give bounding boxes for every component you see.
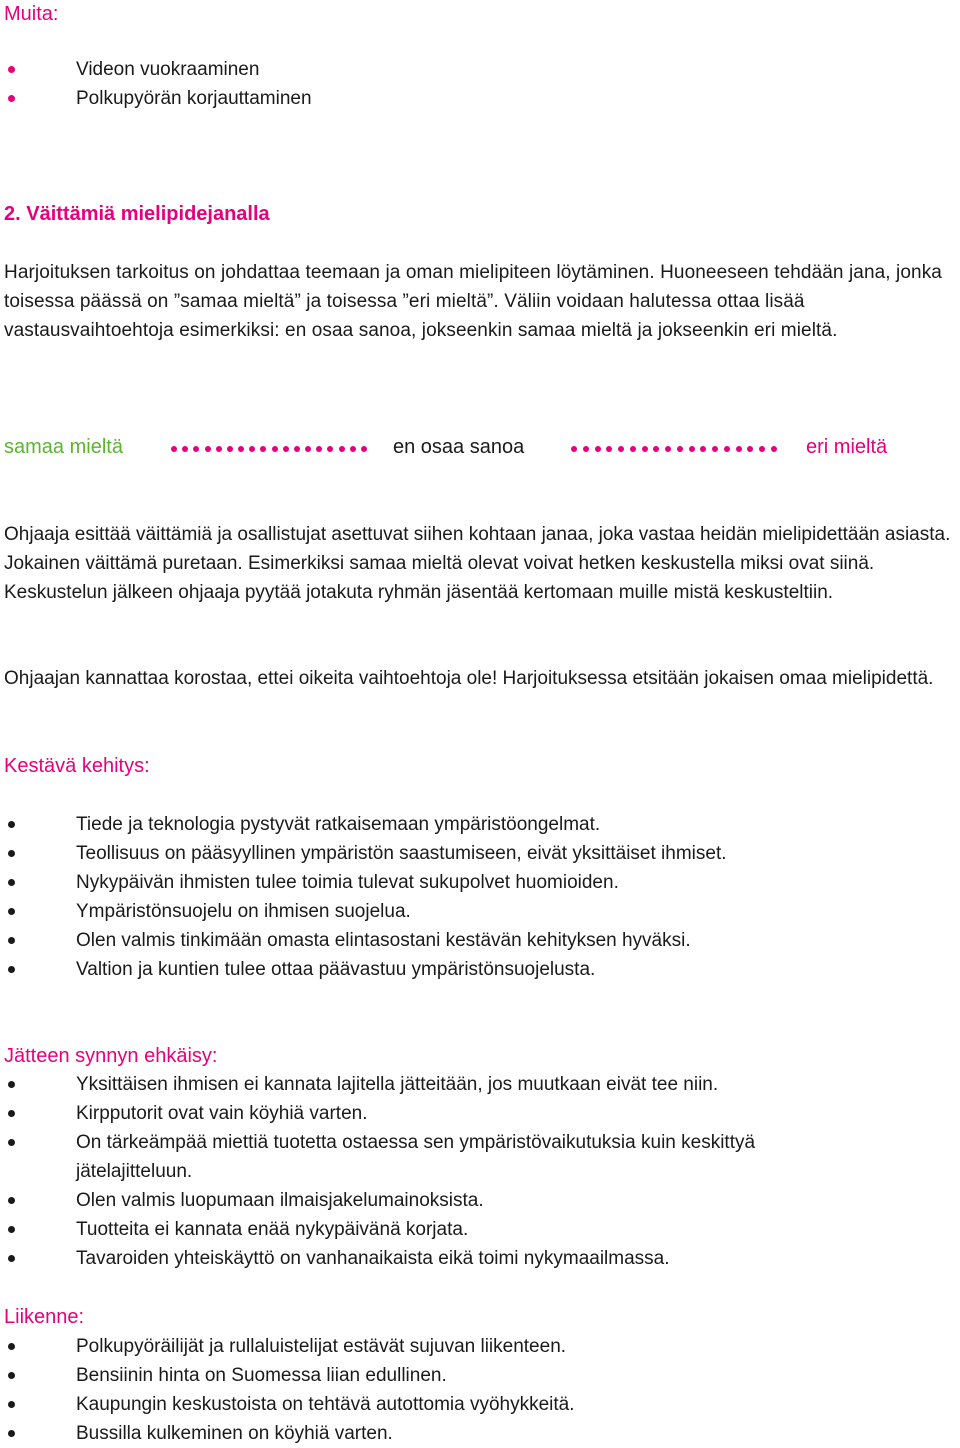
bullet-icon: [8, 1139, 15, 1146]
list-item: Valtion ja kuntien tulee ottaa päävastuu ympäristönsuojelusta.: [4, 955, 956, 984]
jatteen-heading: Jätteen synnyn ehkäisy:: [4, 1045, 218, 1067]
list-item: Bensiinin hinta on Suomessa liian edullinen.: [4, 1361, 956, 1390]
list-item: Tavaroiden yhteiskäyttö on vanhanaikaista eikä toimi nykymaailmassa.: [4, 1244, 840, 1273]
liikenne-heading: Liikenne:: [4, 1306, 85, 1328]
list-item: Kaupungin keskustoista on tehtävä autottomia vyöhykkeitä.: [4, 1390, 956, 1419]
bullet-icon: [8, 1401, 15, 1408]
list-item: Olen valmis tinkimään omasta elintasostani kestävän kehityksen hyväksi.: [4, 926, 956, 955]
scale-dots-left: [171, 446, 367, 452]
muita-heading: Muita:: [4, 3, 59, 25]
bullet-icon: [8, 850, 15, 857]
opinion-scale: [4, 432, 904, 462]
bullet-icon: [8, 1255, 15, 1262]
bullet-icon: [8, 879, 15, 886]
bullet-icon: [8, 1081, 15, 1088]
list-item: Yksittäisen ihmisen ei kannata lajitella jätteitään, jos muutkaan eivät tee niin.: [4, 1070, 840, 1099]
list-item: Ympäristönsuojelu on ihmisen suojelua.: [4, 897, 956, 926]
bullet-icon: [8, 1372, 15, 1379]
bullet-icon: [8, 1110, 15, 1117]
list-item: Polkupyöräilijät ja rullaluistelijat estävät sujuvan liikenteen.: [4, 1332, 956, 1361]
list-item: Nykypäivän ihmisten tulee toimia tulevat sukupolvet huomioiden.: [4, 868, 956, 897]
bullet-icon: [8, 1343, 15, 1350]
jatteen-list: [4, 1070, 840, 1273]
section2-para2: Ohjaajan kannattaa korostaa, ettei oikeita vaihtoehtoja ole! Harjoituksessa etsitään jokaisen omaa mielipidettä.: [4, 668, 934, 689]
muita-list: [4, 55, 956, 113]
liikenne-list: [4, 1332, 956, 1448]
list-item: Tiede ja teknologia pystyvät ratkaisemaan ympäristöongelmat.: [4, 810, 956, 839]
bullet-icon: [8, 1226, 15, 1233]
list-item: Tuotteita ei kannata enää nykypäivänä korjata.: [4, 1215, 840, 1244]
bullet-icon: [8, 908, 15, 915]
kestava-heading: Kestävä kehitys:: [4, 755, 150, 777]
section2-intro: Harjoituksen tarkoitus on johdattaa teemaan ja oman mielipiteen löytäminen. Huoneeseen tehdään jana, jonka toisessa päässä on ”samaa mieltä” ja toisessa ”eri mieltä”. Väliin voidaan halutessa ottaa lisää vastausvaihtoehtoja esimerkiksi: en osaa sanoa, jokseenkin samaa mieltä ja jokseenkin eri mieltä.: [4, 262, 942, 341]
bullet-icon: [8, 937, 15, 944]
kestava-list: [4, 810, 956, 984]
bullet-icon: [8, 1430, 15, 1437]
list-item: On tärkeämpää miettiä tuotetta ostaessa sen ympäristövaikutuksia kuin keskittyä jätelajitteluun.: [4, 1128, 840, 1186]
bullet-icon: [8, 66, 15, 73]
bullet-icon: [8, 966, 15, 973]
list-item: Kirpputorit ovat vain köyhiä varten.: [4, 1099, 840, 1128]
list-item: Polkupyörän korjauttaminen: [4, 84, 956, 113]
list-item: Teollisuus on pääsyyllinen ympäristön saastumiseen, eivät yksittäiset ihmiset.: [4, 839, 956, 868]
bullet-icon: [8, 95, 15, 102]
list-item: Videon vuokraaminen: [4, 55, 956, 84]
section2-heading: 2. Väittämiä mielipidejanalla: [4, 203, 270, 225]
bullet-icon: [8, 821, 15, 828]
list-item: Bussilla kulkeminen on köyhiä varten.: [4, 1419, 956, 1448]
bullet-icon: [8, 1197, 15, 1204]
scale-dots-right: [571, 446, 777, 452]
section2-para1: Ohjaaja esittää väittämiä ja osallistujat asettuvat siihen kohtaan janaa, joka vastaa heidän mielipidettään asiasta. Jokainen väittämä puretaan. Esimerkiksi samaa mieltä olevat voivat hetken keskustella miksi ovat siinä. Keskustelun jälkeen ohjaaja pyytää jotakuta ryhmän jäsentää kertomaan muille mistä keskusteltiin.: [4, 524, 951, 603]
scale-label-disagree: eri mieltä: [806, 436, 888, 458]
scale-label-agree: samaa mieltä: [4, 436, 123, 458]
list-item: Olen valmis luopumaan ilmaisjakelumainoksista.: [4, 1186, 840, 1215]
scale-label-neutral: en osaa sanoa: [393, 436, 525, 458]
